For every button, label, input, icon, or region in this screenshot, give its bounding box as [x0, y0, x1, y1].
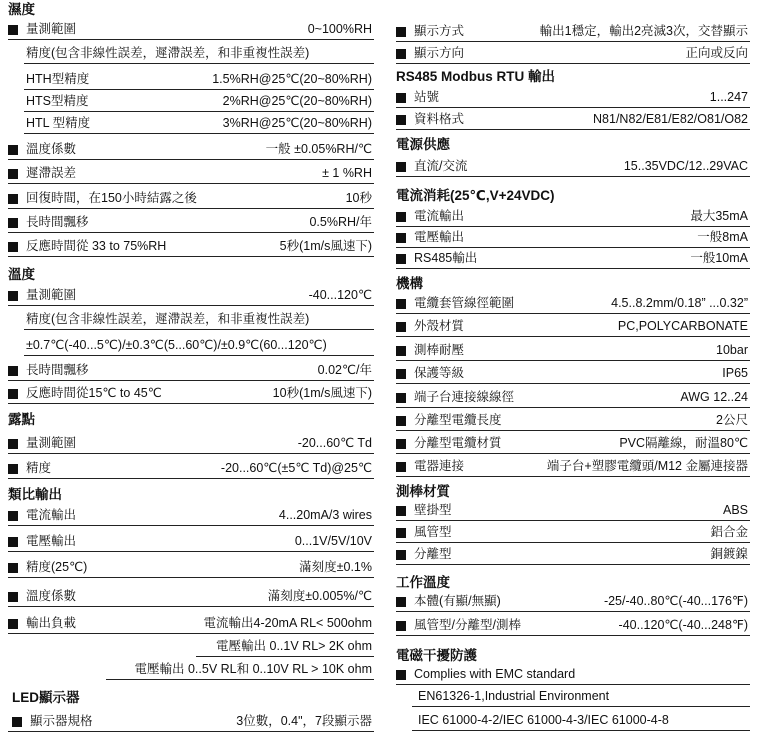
section-humidity-title: 濕度	[8, 2, 35, 17]
spec-row-analog-voltage	[8, 532, 374, 552]
section-work-temp-title: 工作溫度	[396, 575, 450, 590]
spec-row-humidity-tempcoef	[8, 140, 374, 160]
spec-value: 10bar	[716, 343, 748, 357]
spec-value: 10秒	[345, 191, 372, 205]
spec-value: 一般8mA	[697, 230, 748, 244]
spec-value: PVC隔離線，耐溫80℃	[619, 436, 748, 450]
spec-label: RS485輸出	[414, 251, 478, 265]
spec-value: 一般 ±0.05%RH/℃	[265, 142, 372, 156]
spec-label: 溫度係數	[26, 142, 77, 156]
spec-row-work-temp-body	[396, 592, 750, 612]
bullet-icon	[8, 366, 18, 376]
spec-label: 壁掛型	[414, 503, 452, 517]
bullet-icon	[396, 550, 406, 560]
spec-label: 反應時間從15℃ to 45℃	[26, 386, 162, 400]
spec-value: 銅鍍鎳	[710, 547, 748, 561]
spec-row-probe-duct	[396, 523, 750, 543]
bullet-icon	[8, 537, 18, 547]
bullet-icon	[396, 254, 406, 264]
spec-text: Complies with EMC standard	[414, 667, 576, 681]
spec-note-humidity-accuracy	[24, 44, 374, 64]
spec-row-temperature-range	[8, 286, 374, 306]
bullet-icon	[396, 212, 406, 222]
spec-row-hth	[24, 70, 374, 90]
bullet-icon	[396, 233, 406, 243]
spec-label: 直流/交流	[414, 159, 468, 173]
spec-row-temperature-accuracy	[24, 336, 374, 356]
spec-label: HTS型精度	[26, 94, 89, 108]
spec-label: 精度(25℃)	[26, 560, 88, 574]
bullet-icon	[8, 169, 18, 179]
spec-row-consumption-current	[396, 207, 750, 227]
bullet-icon	[12, 717, 22, 727]
spec-row-mech-split-material	[396, 434, 750, 454]
spec-label: 站號	[414, 90, 440, 104]
spec-label: 電器連接	[414, 459, 465, 473]
bullet-icon	[8, 145, 18, 155]
spec-value: 滿刻度±0.1%	[299, 560, 372, 574]
spec-label: 電纜套管線徑範圍	[414, 296, 515, 310]
spec-row-humidity-recovery	[8, 189, 374, 209]
bullet-icon	[396, 506, 406, 516]
spec-row-analog-load-voltage1	[196, 637, 374, 657]
spec-label: 顯示器規格	[30, 714, 93, 728]
spec-label: 精度	[26, 461, 52, 475]
spec-label: 分離型電纜材質	[414, 436, 502, 450]
spec-value: 10秒(1m/s風速下)	[272, 386, 372, 400]
spec-label: 分離型電纜長度	[414, 413, 502, 427]
spec-value: N81/N82/E81/E82/O81/O82	[593, 112, 748, 126]
spec-value: -20...60℃(±5℃ Td)@25℃	[220, 461, 372, 475]
bullet-icon	[396, 670, 406, 680]
spec-row-display-mode	[396, 22, 750, 42]
spec-value: ABS	[722, 503, 748, 517]
bullet-icon	[396, 621, 406, 631]
spec-note-temperature-accuracy	[24, 310, 374, 330]
spec-row-display-direction	[396, 44, 750, 64]
spec-label: 資料格式	[414, 112, 465, 126]
section-analog-title: 類比輸出	[8, 487, 62, 502]
bullet-icon	[8, 218, 18, 228]
spec-row-emc-2	[412, 687, 750, 707]
spec-row-humidity-response	[8, 237, 374, 257]
spec-value: IP65	[722, 366, 748, 380]
bullet-icon	[396, 416, 406, 426]
bullet-icon	[396, 115, 406, 125]
spec-value: 最大35mA	[690, 209, 748, 223]
spec-row-mech-housing	[396, 317, 750, 337]
section-probe-material-title: 測棒材質	[396, 484, 450, 499]
bullet-icon	[8, 242, 18, 252]
bullet-icon	[8, 291, 18, 301]
spec-value: -40..120℃(-40...248℉)	[618, 618, 748, 632]
spec-label: 遲滯誤差	[26, 166, 77, 180]
spec-label: 端子台連接線線徑	[414, 390, 515, 404]
spec-row-power-supply	[396, 157, 750, 177]
bullet-icon	[396, 162, 406, 172]
section-consumption-title: 電流消耗(25℃,V+24VDC)	[396, 188, 555, 203]
bullet-icon	[8, 619, 18, 629]
spec-row-dewpoint-accuracy	[8, 459, 374, 479]
spec-label: 反應時間從 33 to 75%RH	[26, 239, 167, 253]
spec-value: 1...247	[709, 90, 748, 104]
spec-value: ± 1 %RH	[322, 166, 372, 180]
spec-row-work-temp-probe	[396, 616, 750, 636]
spec-value: 一般10mA	[690, 251, 748, 265]
spec-row-mech-connection	[396, 457, 750, 477]
spec-row-led-spec	[8, 712, 374, 732]
spec-row-rs485-station	[396, 88, 750, 108]
spec-row-hts	[24, 92, 374, 112]
bullet-icon	[396, 369, 406, 379]
spec-label: 電流輸出	[26, 508, 77, 522]
bullet-icon	[396, 49, 406, 59]
spec-label: 回復時間，在150小時結露之後	[26, 191, 197, 205]
bullet-icon	[8, 439, 18, 449]
spec-row-emc-1	[396, 665, 750, 685]
spec-note: 精度(包含非線性誤差，遲滯誤差，和非重複性誤差)	[26, 46, 310, 60]
spec-row-mech-probe	[396, 341, 750, 361]
spec-value: 0.02℃/年	[317, 363, 372, 377]
spec-row-humidity-hysteresis	[8, 164, 374, 184]
bullet-icon	[396, 439, 406, 449]
bullet-icon	[8, 194, 18, 204]
spec-value: ±0.7℃(-40...5℃)/±0.3℃(5...60℃)/±0.9℃(60...120℃)	[26, 338, 327, 352]
spec-row-humidity-drift	[8, 213, 374, 233]
spec-row-temperature-response	[8, 384, 374, 404]
spec-label: 外殼材質	[414, 319, 465, 333]
spec-label: 電壓輸出	[26, 534, 77, 548]
bullet-icon	[8, 511, 18, 521]
bullet-icon	[396, 346, 406, 356]
spec-row-mech-terminal	[396, 388, 750, 408]
spec-label: 量測範圍	[26, 22, 77, 36]
bullet-icon	[396, 597, 406, 607]
spec-value: AWG 12..24	[680, 390, 748, 404]
spec-row-analog-load-voltage2	[106, 660, 374, 680]
bullet-icon	[396, 393, 406, 403]
spec-row-dewpoint-range	[8, 434, 374, 454]
spec-label: 本體(有顯/無顯)	[414, 594, 501, 608]
bullet-icon	[8, 464, 18, 474]
spec-value: 3位數，0.4"，7段顯示器	[236, 714, 372, 728]
spec-row-analog-tempcoef	[8, 587, 374, 607]
spec-label: HTL 型精度	[26, 116, 91, 130]
spec-row-consumption-voltage	[396, 228, 750, 248]
spec-label: 長時間飄移	[26, 215, 89, 229]
spec-value: 0.5%RH/年	[309, 215, 372, 229]
spec-row-probe-wall	[396, 501, 750, 521]
spec-label: 量測範圍	[26, 288, 77, 302]
spec-row-rs485-format	[396, 110, 750, 130]
spec-value: 電壓輸出 0..1V RL> 2K ohm	[216, 639, 372, 653]
bullet-icon	[396, 462, 406, 472]
spec-row-temperature-drift	[8, 361, 374, 381]
section-mechanics-title: 機構	[396, 276, 423, 291]
spec-value: -40...120℃	[308, 288, 372, 302]
spec-label: 電流輸出	[414, 209, 465, 223]
spec-value: 滿刻度±0.005%/℃	[267, 589, 372, 603]
spec-label: 顯示方向	[414, 46, 465, 60]
spec-value: 正向或反向	[685, 46, 748, 60]
spec-value: 1.5%RH@25℃(20~80%RH)	[212, 72, 372, 86]
spec-row-analog-load	[8, 614, 374, 634]
spec-label: 量測範圍	[26, 436, 77, 450]
spec-value: 2公尺	[716, 413, 748, 427]
spec-value: 4...20mA/3 wires	[278, 508, 372, 522]
section-led-title: LED顯示器	[12, 690, 80, 705]
spec-value: 5秒(1m/s風速下)	[279, 239, 372, 253]
spec-value: 0...1V/5V/10V	[294, 534, 372, 548]
spec-value: 15..35VDC/12..29VAC	[623, 159, 748, 173]
spec-value: 0~100%RH	[307, 22, 372, 36]
spec-label: 電壓輸出	[414, 230, 465, 244]
spec-label: 保護等級	[414, 366, 465, 380]
spec-label: 溫度係數	[26, 589, 77, 603]
bullet-icon	[396, 93, 406, 103]
spec-row-mech-ip	[396, 364, 750, 384]
spec-row-humidity-range	[8, 20, 374, 40]
spec-label: 分離型	[414, 547, 452, 561]
spec-note: 精度(包含非線性誤差，遲滯誤差，和非重複性誤差)	[26, 312, 310, 326]
spec-label: 長時間飄移	[26, 363, 89, 377]
bullet-icon	[396, 27, 406, 37]
spec-value: -25/-40..80℃(-40...176℉)	[603, 594, 748, 608]
spec-row-consumption-rs485	[396, 249, 750, 269]
section-dewpoint-title: 露點	[8, 412, 35, 427]
spec-label: 顯示方式	[414, 24, 465, 38]
spec-row-probe-split	[396, 545, 750, 565]
spec-label: 風管型/分離型/測棒	[414, 618, 521, 632]
spec-label: HTH型精度	[26, 72, 90, 86]
section-power-title: 電源供應	[396, 137, 450, 152]
section-rs485-title: RS485 Modbus RTU 輸出	[396, 69, 556, 84]
spec-text: IEC 61000-4-2/IEC 61000-4-3/IEC 61000-4-8	[418, 713, 669, 727]
spec-row-mech-split-length	[396, 411, 750, 431]
bullet-icon	[8, 389, 18, 399]
spec-row-htl	[24, 114, 374, 134]
bullet-icon	[396, 322, 406, 332]
spec-value: -20...60℃ Td	[297, 436, 372, 450]
spec-value: 電流輸出4-20mA RL< 500ohm	[203, 616, 372, 630]
section-emc-title: 電磁干擾防護	[396, 648, 477, 663]
section-temperature-title: 溫度	[8, 267, 35, 282]
spec-value: 2%RH@25℃(20~80%RH)	[222, 94, 372, 108]
spec-value: 4.5..8.2mm/0.18” ...0.32”	[611, 296, 748, 310]
spec-row-emc-3	[412, 711, 750, 731]
spec-value: PC,POLYCARBONATE	[617, 319, 748, 333]
spec-value: 鋁合金	[710, 525, 748, 539]
spec-value: 輸出1穩定，輸出2亮滅3次，交替顯示	[539, 24, 748, 38]
bullet-icon	[396, 299, 406, 309]
bullet-icon	[8, 563, 18, 573]
bullet-icon	[8, 592, 18, 602]
spec-label: 輸出負載	[26, 616, 77, 630]
spec-row-analog-accuracy	[8, 558, 374, 578]
spec-text: EN61326-1,Industrial Environment	[418, 689, 610, 703]
spec-label: 風管型	[414, 525, 452, 539]
spec-value: 3%RH@25℃(20~80%RH)	[222, 116, 372, 130]
spec-row-mech-cable	[396, 294, 750, 314]
spec-value: 端子台+塑膠電纜頭/M12 金屬連接器	[546, 459, 748, 473]
spec-label: 測棒耐壓	[414, 343, 465, 357]
bullet-icon	[396, 528, 406, 538]
spec-row-analog-current	[8, 506, 374, 526]
spec-value: 電壓輸出 0..5V RL和 0..10V RL > 10K ohm	[134, 662, 372, 676]
bullet-icon	[8, 25, 18, 35]
